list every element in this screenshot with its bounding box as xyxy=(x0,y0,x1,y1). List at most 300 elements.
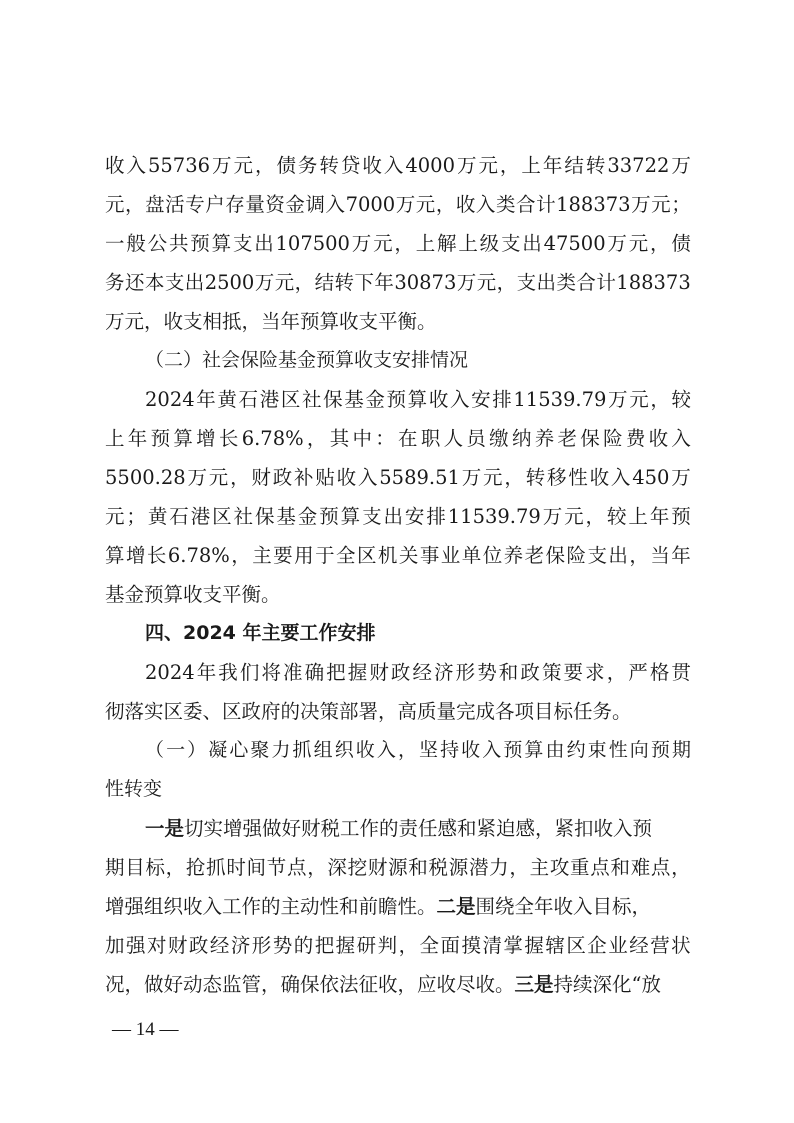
glyph: 经 xyxy=(412,661,432,684)
glyph: 调 xyxy=(305,193,325,216)
glyph: 入 xyxy=(671,427,691,450)
glyph: 和 xyxy=(498,661,519,684)
glyph: 较 xyxy=(671,388,691,411)
glyph: 收 xyxy=(455,193,476,216)
glyph: 政 xyxy=(272,466,293,489)
glyph: 企 xyxy=(587,934,607,957)
glyph: ： xyxy=(375,427,395,450)
glyph: 期 xyxy=(105,856,125,879)
glyph: 6.78% xyxy=(167,544,230,567)
glyph: 年 xyxy=(649,505,670,528)
glyph: 向 xyxy=(629,739,649,761)
glyph: 政 xyxy=(520,661,540,684)
glyph: 11539.79 xyxy=(513,388,607,411)
glyph: 黄 xyxy=(217,388,237,411)
glyph: 税 xyxy=(428,856,449,879)
glyph: ， xyxy=(394,232,414,255)
glyph: ， xyxy=(165,856,186,879)
glyph: 入 xyxy=(610,466,631,489)
glyph: 元 xyxy=(564,505,584,528)
glyph: 算 xyxy=(524,739,544,761)
glyph: 险 xyxy=(566,544,587,567)
glyph: ， xyxy=(650,232,670,255)
glyph: 点 xyxy=(590,856,610,879)
glyph: 保 xyxy=(323,388,343,411)
glyph: 和 xyxy=(610,856,630,879)
glyph: 支 xyxy=(164,271,185,294)
glyph: 握 xyxy=(335,934,356,957)
glyph: 期 xyxy=(671,739,691,761)
glyph: 合 xyxy=(576,271,596,294)
glyph: ， xyxy=(397,739,417,761)
glyph: 补 xyxy=(294,466,314,489)
glyph: 类 xyxy=(556,271,576,294)
glyph: 金 xyxy=(297,505,318,528)
glyph: 算 xyxy=(211,232,232,255)
glyph: 转 xyxy=(525,466,546,489)
glyph: ， xyxy=(294,271,315,294)
glyph: 石 xyxy=(169,505,189,528)
glyph: 保 xyxy=(254,505,275,528)
glyph: 元 xyxy=(208,466,229,489)
glyph: 收 xyxy=(428,388,449,411)
glyph: 算 xyxy=(173,427,193,450)
glyph: ， xyxy=(307,856,327,879)
glyph: 保 xyxy=(545,544,566,567)
glyph: 年 xyxy=(196,388,216,411)
glyph: 业 xyxy=(440,544,461,567)
glyph: 强 xyxy=(125,934,146,957)
glyph: 5500.28 xyxy=(105,466,186,489)
glyph: 源 xyxy=(448,856,469,879)
glyph: 把 xyxy=(326,661,346,684)
glyph: 万 xyxy=(607,232,627,255)
glyph: 安 xyxy=(404,505,425,528)
glyph: 区 xyxy=(212,505,232,528)
text-line: 基金预算收支平衡。 xyxy=(105,583,281,606)
glyph: 出 xyxy=(608,544,628,567)
text-line xyxy=(105,458,691,497)
glyph: 贷 xyxy=(340,154,361,177)
glyph: 元 xyxy=(274,271,295,294)
glyph: 算 xyxy=(105,544,125,567)
glyph: 确 xyxy=(304,661,325,684)
glyph: 港 xyxy=(190,505,211,528)
glyph: 安 xyxy=(471,388,491,411)
glyph: 30873 xyxy=(394,271,457,294)
bold-marker: 二是 xyxy=(436,895,476,918)
glyph: ， xyxy=(585,505,606,528)
glyph: 财 xyxy=(369,661,389,684)
glyph: 收 xyxy=(461,739,481,761)
glyph: 上 xyxy=(521,154,541,177)
glyph: 收 xyxy=(105,154,125,177)
text-line xyxy=(105,536,691,575)
glyph: 潜 xyxy=(468,856,489,879)
glyph: 费 xyxy=(625,427,646,450)
glyph: 由 xyxy=(545,739,565,761)
glyph: 增 xyxy=(196,427,216,450)
glyph: 资 xyxy=(265,193,285,216)
glyph: ， xyxy=(504,466,524,489)
glyph: 握 xyxy=(524,934,544,957)
glyph: 组 xyxy=(313,739,333,761)
glyph: 元 xyxy=(105,193,125,216)
glyph: 类 xyxy=(495,193,516,216)
text-line: 彻落实区委、区政府的决策部署，高质量完成各项目标任务。 xyxy=(105,700,632,723)
glyph: 算 xyxy=(407,388,428,411)
glyph: 事 xyxy=(419,544,440,567)
text-line xyxy=(105,965,691,1004)
glyph: 出 xyxy=(522,232,542,255)
glyph: 债 xyxy=(671,232,691,255)
glyph: 上 xyxy=(105,427,125,450)
glyph: 入 xyxy=(475,193,496,216)
glyph: 2024 xyxy=(145,661,195,684)
glyph: 严 xyxy=(628,661,648,684)
text-span: 增强组织收入工作的主动性和前瞻性。 xyxy=(105,895,437,918)
glyph: 活 xyxy=(165,193,185,216)
glyph: ， xyxy=(398,934,419,957)
glyph: 万 xyxy=(211,154,232,177)
glyph: 全 xyxy=(419,934,440,957)
glyph: 形 xyxy=(251,934,272,957)
glyph: 研 xyxy=(356,934,377,957)
bold-marker: 一是 xyxy=(145,817,185,840)
glyph: 坚 xyxy=(419,739,439,761)
glyph: 区 xyxy=(566,934,586,957)
glyph: 黄 xyxy=(147,505,168,528)
glyph: 450 xyxy=(632,466,670,489)
glyph: 织 xyxy=(334,739,354,761)
glyph: 上 xyxy=(628,505,648,528)
glyph: ， xyxy=(306,427,327,450)
glyph: 将 xyxy=(261,661,281,684)
glyph: 转 xyxy=(585,154,606,177)
glyph: 节 xyxy=(266,856,287,879)
glyph: 策 xyxy=(541,661,562,684)
glyph: 港 xyxy=(259,388,280,411)
glyph: 持 xyxy=(440,739,460,761)
glyph: 政 xyxy=(188,934,209,957)
glyph: 结 xyxy=(314,271,335,294)
glyph: 年 xyxy=(196,661,217,684)
document-body xyxy=(105,146,691,1004)
text-line xyxy=(105,926,691,965)
glyph: 户 xyxy=(205,193,225,216)
glyph: 当 xyxy=(650,544,670,567)
glyph: 一 xyxy=(166,739,186,761)
glyph: ； xyxy=(126,505,146,528)
glyph: 职 xyxy=(420,427,441,450)
glyph: 入 xyxy=(357,466,378,489)
subsection-heading: （二）社会保险基金预算收支安排情况 xyxy=(145,349,469,371)
glyph: 掌 xyxy=(503,934,523,957)
glyph: 财 xyxy=(251,466,271,489)
glyph: 较 xyxy=(606,505,627,528)
glyph: 存 xyxy=(225,193,245,216)
glyph: 6.78% xyxy=(241,427,304,450)
glyph: 万 xyxy=(456,271,477,294)
glyph: ， xyxy=(231,544,251,567)
glyph: 计 xyxy=(536,193,556,216)
glyph: 我 xyxy=(218,661,238,684)
glyph: 要 xyxy=(273,544,293,567)
glyph: 力 xyxy=(489,856,509,879)
glyph: 转 xyxy=(319,154,339,177)
glyph: 难 xyxy=(630,856,651,879)
glyph: 预 xyxy=(503,739,523,761)
glyph: 其 xyxy=(329,427,350,450)
glyph: 合 xyxy=(516,193,536,216)
glyph: 结 xyxy=(564,154,584,177)
glyph: 济 xyxy=(230,934,251,957)
glyph: 单 xyxy=(461,544,482,567)
glyph: 全 xyxy=(336,544,356,567)
glyph: 入 xyxy=(325,193,346,216)
glyph: 万 xyxy=(461,466,482,489)
glyph: 区 xyxy=(280,388,301,411)
glyph: 万 xyxy=(608,388,628,411)
glyph: 财 xyxy=(367,856,388,879)
glyph: 量 xyxy=(245,193,265,216)
text-line xyxy=(105,653,691,692)
glyph: 抓 xyxy=(292,739,312,761)
glyph: 预 xyxy=(671,505,691,528)
glyph: 4000 xyxy=(405,154,455,177)
glyph: 7000 xyxy=(345,193,396,216)
glyph: 2024 xyxy=(145,388,195,411)
glyph: 年 xyxy=(127,427,148,450)
glyph: 缴 xyxy=(489,427,509,450)
glyph: 关 xyxy=(398,544,419,567)
glyph: 社 xyxy=(233,505,254,528)
glyph: 攻 xyxy=(549,856,570,879)
glyph: ， xyxy=(125,193,145,216)
glyph: ， xyxy=(629,544,649,567)
glyph: 算 xyxy=(340,505,361,528)
glyph: 的 xyxy=(293,934,314,957)
glyph: 把 xyxy=(314,934,335,957)
glyph: 11539.79 xyxy=(447,505,541,528)
glyph: 约 xyxy=(566,739,586,761)
subsection-heading: 性转变 xyxy=(105,778,163,800)
glyph: 入 xyxy=(449,388,470,411)
glyph: 抓 xyxy=(206,856,226,879)
text-line xyxy=(105,380,691,419)
glyph: 社 xyxy=(301,388,322,411)
glyph: ， xyxy=(230,466,250,489)
glyph: ， xyxy=(496,271,517,294)
text-span: 况，做好动态监管，确保依法征收，应收尽收。 xyxy=(105,973,515,996)
glyph: 排 xyxy=(492,388,512,411)
glyph: 元 xyxy=(651,193,671,216)
glyph: 中 xyxy=(352,427,372,450)
glyph: 下 xyxy=(354,271,374,294)
section-heading: 四、2024 年主要工作安排 xyxy=(145,622,376,644)
glyph: 共 xyxy=(168,232,189,255)
glyph: 万 xyxy=(187,466,207,489)
text-line xyxy=(105,185,691,224)
glyph: 出 xyxy=(254,232,274,255)
glyph: 长 xyxy=(218,427,239,450)
glyph: 区 xyxy=(356,544,377,567)
text-line xyxy=(105,497,691,536)
glyph: 格 xyxy=(649,661,670,684)
glyph: （ xyxy=(145,739,165,761)
text-line xyxy=(105,224,691,263)
glyph: 出 xyxy=(383,505,403,528)
glyph: 收 xyxy=(336,466,357,489)
glyph: 挖 xyxy=(347,856,368,879)
glyph: 收 xyxy=(355,739,375,761)
glyph: 纳 xyxy=(511,427,532,450)
glyph: 老 xyxy=(524,544,545,567)
glyph: 元 xyxy=(476,271,497,294)
glyph: 入 xyxy=(383,154,404,177)
glyph: 入 xyxy=(482,739,502,761)
glyph: 机 xyxy=(377,544,398,567)
glyph: 辖 xyxy=(545,934,565,957)
glyph: 金 xyxy=(285,193,305,216)
glyph: 188373 xyxy=(616,271,691,294)
glyph: 济 xyxy=(434,661,454,684)
glyph: 计 xyxy=(596,271,616,294)
glyph: 保 xyxy=(580,427,600,450)
glyph: 经 xyxy=(629,934,649,957)
glyph: 石 xyxy=(238,388,259,411)
glyph: 5589.51 xyxy=(379,466,460,489)
glyph: 元 xyxy=(629,388,649,411)
glyph: 性 xyxy=(568,466,588,489)
text-span: 持续深化“放 xyxy=(553,973,662,996)
text-line xyxy=(105,419,691,458)
text-span: 切实增强做好财税工作的责任感和紧迫感，紧扣收入预 xyxy=(184,817,653,840)
text-line xyxy=(105,263,691,302)
glyph: 和 xyxy=(408,856,428,879)
glyph: 55736 xyxy=(147,154,211,177)
glyph: 心 xyxy=(229,739,249,761)
glyph: 间 xyxy=(246,856,267,879)
glyph: 盘 xyxy=(145,193,165,216)
text-line: 万元，收支相抵，当年预算收支平衡。 xyxy=(105,310,437,333)
glyph: ； xyxy=(671,193,691,216)
glyph: 还 xyxy=(124,271,145,294)
glyph: 万 xyxy=(254,271,275,294)
glyph: 支 xyxy=(362,505,382,528)
glyph: 万 xyxy=(631,193,651,216)
glyph: 解 xyxy=(437,232,457,255)
glyph: 标 xyxy=(145,856,165,879)
glyph: 抢 xyxy=(185,856,206,879)
glyph: 养 xyxy=(534,427,555,450)
glyph: 万 xyxy=(671,154,691,177)
glyph: 们 xyxy=(239,661,260,684)
glyph: 务 xyxy=(105,271,125,294)
text-line xyxy=(105,146,691,185)
glyph: 聚 xyxy=(250,739,270,761)
glyph: 107500 xyxy=(275,232,350,255)
glyph: 一 xyxy=(105,232,125,255)
glyph: 养 xyxy=(503,544,524,567)
glyph: 凝 xyxy=(208,739,228,761)
glyph: 深 xyxy=(327,856,347,879)
glyph: 级 xyxy=(479,232,500,255)
glyph: 险 xyxy=(603,427,623,450)
glyph: 188373 xyxy=(556,193,631,216)
glyph: 排 xyxy=(426,505,446,528)
glyph: 收 xyxy=(362,154,382,177)
glyph: 政 xyxy=(390,661,411,684)
glyph: 束 xyxy=(587,739,607,761)
glyph: 预 xyxy=(150,427,171,450)
glyph: 于 xyxy=(315,544,335,567)
glyph: 主 xyxy=(252,544,272,567)
glyph: 贯 xyxy=(671,661,691,684)
glyph: 加 xyxy=(105,934,125,957)
glyph: 预 xyxy=(386,388,407,411)
glyph: 支 xyxy=(500,232,521,255)
glyph: 要 xyxy=(563,661,584,684)
glyph: 万 xyxy=(671,466,691,489)
glyph: 业 xyxy=(608,934,628,957)
glyph: 主 xyxy=(529,856,550,879)
text-span: 围绕全年收入目标， xyxy=(475,895,652,918)
glyph: 支 xyxy=(232,232,253,255)
glyph: 元 xyxy=(483,466,503,489)
glyph: 状 xyxy=(671,934,691,957)
glyph: 2500 xyxy=(204,271,255,294)
glyph: 支 xyxy=(587,544,607,567)
glyph: 33722 xyxy=(607,154,670,177)
glyph: ， xyxy=(499,154,520,177)
glyph: 员 xyxy=(466,427,486,450)
glyph: 47500 xyxy=(543,232,606,255)
glyph: 老 xyxy=(557,427,578,450)
glyph: 入 xyxy=(376,739,396,761)
glyph: 求 xyxy=(585,661,605,684)
text-line xyxy=(105,848,691,887)
glyph: 基 xyxy=(344,388,364,411)
glyph: 万 xyxy=(351,232,372,255)
glyph: 元 xyxy=(478,154,498,177)
glyph: 预 xyxy=(650,739,670,761)
glyph: 判 xyxy=(377,934,398,957)
glyph: 预 xyxy=(319,505,339,528)
glyph: 时 xyxy=(226,856,246,879)
glyph: 务 xyxy=(297,154,318,177)
glyph: 贴 xyxy=(315,466,335,489)
glyph: 人 xyxy=(443,427,464,450)
glyph: 对 xyxy=(146,934,167,957)
glyph: 长 xyxy=(146,544,167,567)
glyph: 年 xyxy=(374,271,394,294)
glyph: 万 xyxy=(395,193,416,216)
glyph: 转 xyxy=(334,271,355,294)
glyph: 目 xyxy=(125,856,145,879)
glyph: 清 xyxy=(482,934,502,957)
glyph: 元 xyxy=(233,154,253,177)
glyph: 收 xyxy=(589,466,610,489)
glyph: 收 xyxy=(648,427,669,450)
glyph: 在 xyxy=(398,427,418,450)
glyph: 源 xyxy=(388,856,408,879)
glyph: 性 xyxy=(608,739,628,761)
glyph: 增 xyxy=(125,544,146,567)
glyph: 债 xyxy=(276,154,296,177)
glyph: 面 xyxy=(440,934,461,957)
glyph: ， xyxy=(671,856,691,879)
